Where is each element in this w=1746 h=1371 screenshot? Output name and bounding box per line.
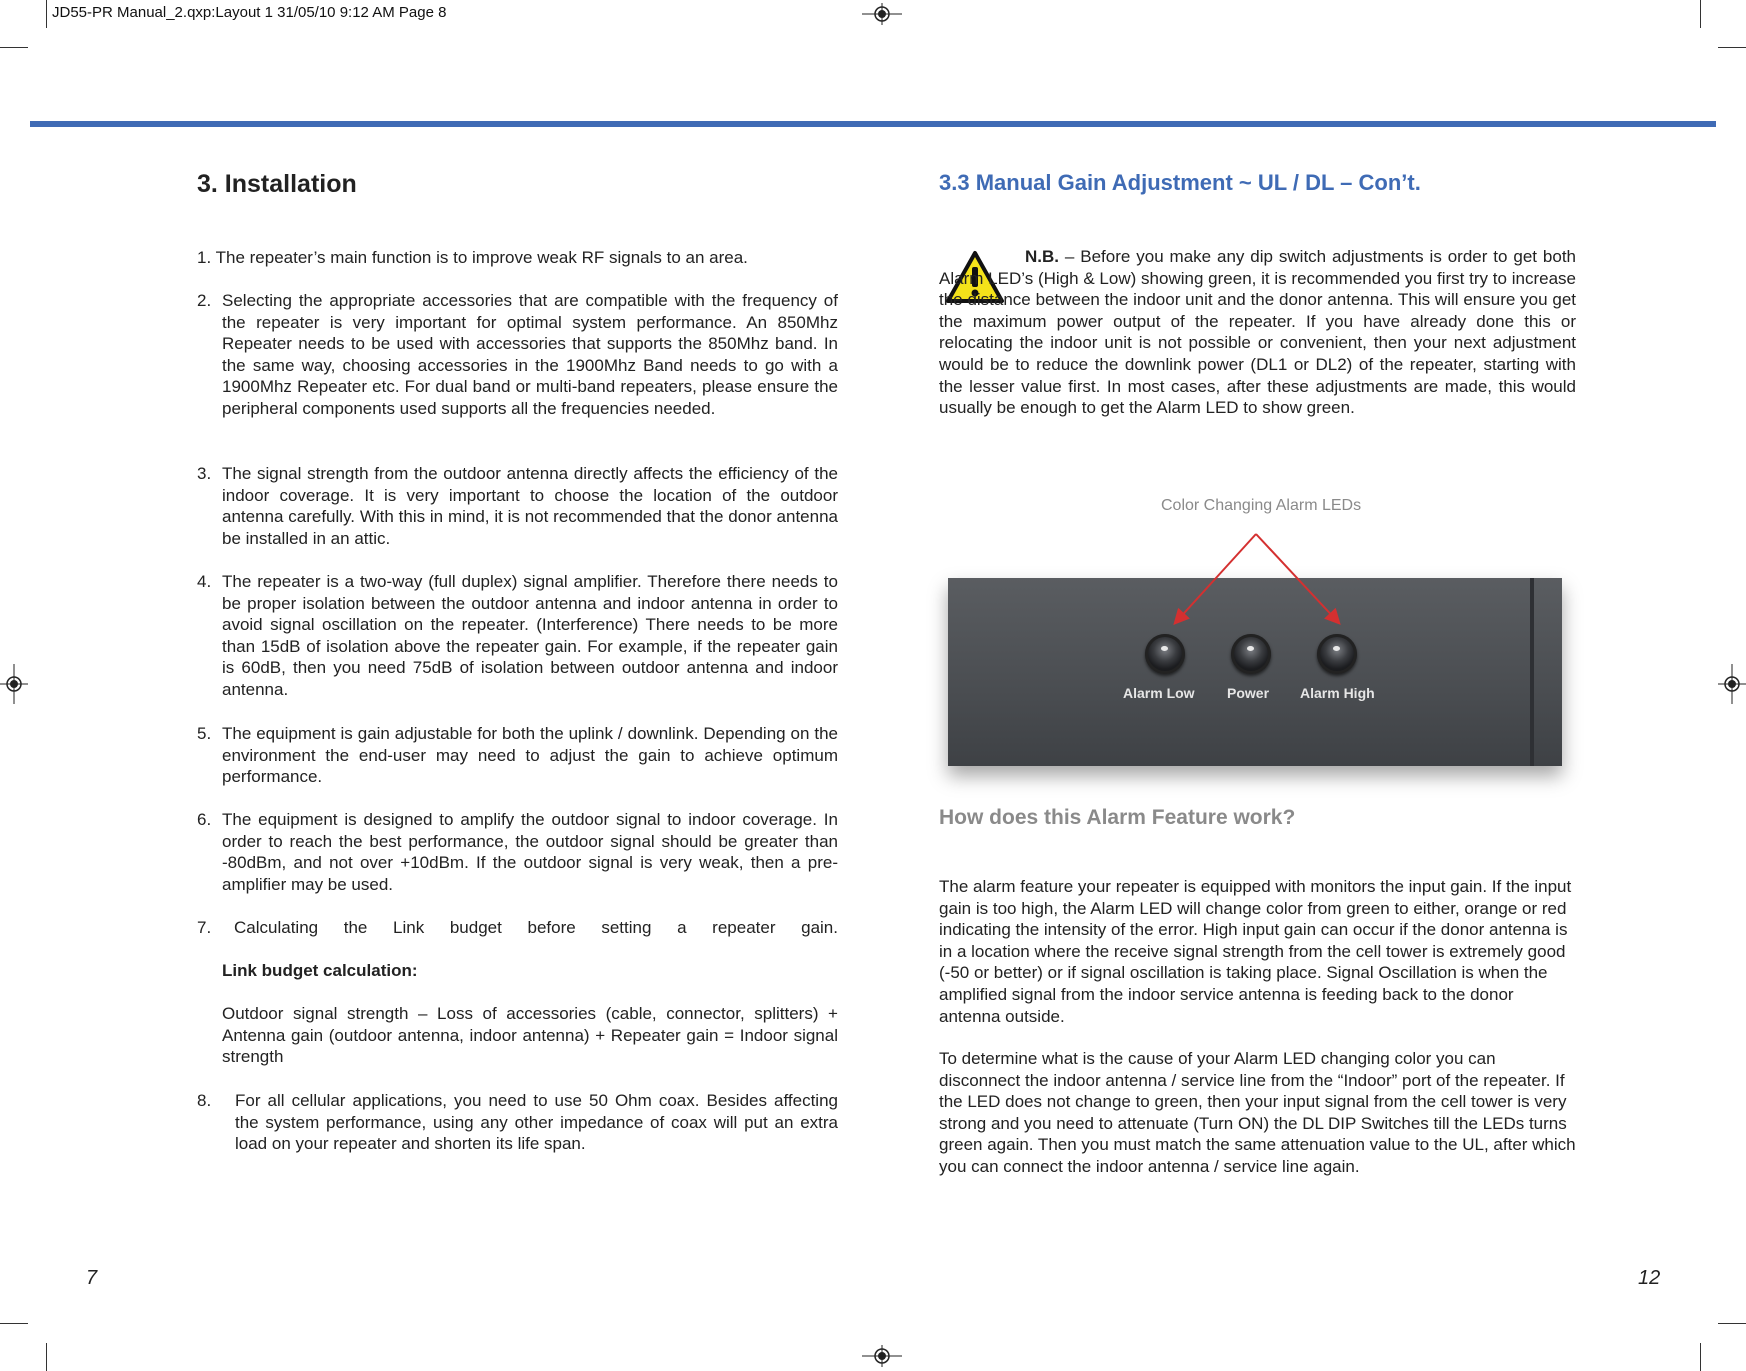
callout-arrows bbox=[1140, 530, 1360, 630]
led-label-power: Power bbox=[1227, 685, 1270, 701]
page-number-left: 7 bbox=[86, 1267, 98, 1289]
list-item bbox=[197, 1090, 838, 1155]
list-item-text: The equipment is gain adjustable for both the uplink / downlink. Depending on the environment the end-user may need to adjust the gain to achieve optimum performance. bbox=[222, 724, 838, 787]
registration-mark-icon bbox=[0, 664, 28, 704]
registration-mark-icon bbox=[1718, 664, 1746, 704]
list-item bbox=[197, 290, 838, 420]
nb-text: – Before you make any dip switch adjustments is order to get both Alarm LED’s (High & Low) showing green, it is recommended you first try to increase the distance between the indoor unit and the donor antenna. This will ensure you get the maximum power output of the repeater. If you have already done this or relocating the indoor unit is not possible or convenient, then your next adjustment would be to reduce the downlink power (DL1 or DL2) of the repeater, starting with the lesser value first. In most cases, after these adjustments are made, this would usually be enough to get the Alarm LED to show green. bbox=[939, 247, 1576, 418]
list-item bbox=[197, 571, 838, 701]
alarm-low-led bbox=[1145, 634, 1185, 674]
list-item-text: The signal strength from the outdoor antenna directly affects the efficiency of the indoor coverage. It is very important to choose the location of the outdoor antenna carefully. With this in mind, it is not recommended that the donor antenna be installed in an attic. bbox=[222, 464, 838, 548]
power-led bbox=[1231, 634, 1271, 674]
list-item-number: 3. bbox=[197, 464, 212, 483]
header-rule bbox=[30, 121, 1716, 127]
list-item bbox=[197, 463, 838, 549]
page-number-right: 12 bbox=[1638, 1267, 1661, 1289]
list-item-number: 6. bbox=[197, 810, 212, 829]
list-item-number: 1. bbox=[197, 248, 212, 267]
list-item-number: 5. bbox=[197, 724, 212, 743]
led-label-alarm-low: Alarm Low bbox=[1123, 685, 1195, 701]
alarm-high-led bbox=[1317, 634, 1357, 674]
alarm-subheading: How does this Alarm Feature work? bbox=[939, 806, 1296, 829]
section-heading-installation: 3. Installation bbox=[197, 170, 357, 198]
list-item bbox=[197, 809, 838, 895]
list-item-number: 2. bbox=[197, 291, 212, 310]
list-item-text: The equipment is designed to amplify the outdoor signal to indoor coverage. In order to reach the best performance, the outdoor signal should be greater than -80dBm, and not over +10dBm. If the outdoor signal is very weak, then a pre-amplifier may be used. bbox=[222, 810, 838, 894]
section-heading-manual-gain: 3.3 Manual Gain Adjustment ~ UL / DL – Con’t. bbox=[939, 170, 1421, 195]
led-label-alarm-high: Alarm High bbox=[1300, 685, 1375, 701]
panel-edge bbox=[1530, 578, 1534, 766]
list-item-number: 4. bbox=[197, 572, 212, 591]
list-item bbox=[197, 723, 838, 788]
list-item bbox=[197, 247, 838, 269]
list-item-text: Selecting the appropriate accessories that are compatible with the frequency of the repeater is very important for optimal system performance. An 850Mhz Repeater needs to be used with accessories that supports the 850Mhz band. In the same way, choosing accessories in the 1900Mhz Band needs to go with a 1900Mhz Repeater etc. For dual band or multi-band repeaters, please ensure the peripheral components used supports all the frequencies needed. bbox=[222, 291, 838, 418]
registration-mark-icon bbox=[862, 3, 902, 25]
crop-mark bbox=[1700, 0, 1701, 28]
link-budget-text: Outdoor signal strength – Loss of accessories (cable, connector, splitters) + Antenna gain (outdoor antenna, indoor antenna) + Repeater gain = Indoor signal strength bbox=[222, 1004, 838, 1067]
registration-mark-icon bbox=[862, 1345, 902, 1367]
list-item-number: 8. bbox=[197, 1091, 212, 1110]
list-item-text: Calculating the Link budget before setting a repeater gain. bbox=[234, 918, 838, 937]
crop-mark bbox=[1718, 47, 1746, 48]
crop-mark bbox=[0, 1323, 28, 1324]
crop-mark bbox=[0, 47, 28, 48]
list-item bbox=[197, 917, 838, 939]
alarm-paragraph-2: To determine what is the cause of your Alarm LED changing color you can disconnect the indoor antenna / service line from the “Indoor” port of the repeater. If the LED does not change to green, then your input signal from the cell tower is very strong and you need to attenuate (Turn ON) the DL DIP Switches till the LEDs turns green again. Then you must match the same attenuation value to the UL, after which you can connect the indoor antenna / service line again. bbox=[939, 1049, 1576, 1176]
list-item-text: The repeater’s main function is to improve weak RF signals to an area. bbox=[215, 248, 748, 267]
list-item-number: 7. bbox=[197, 918, 212, 937]
crop-mark bbox=[1700, 1343, 1701, 1371]
link-budget-title: Link budget calculation: bbox=[222, 961, 418, 980]
print-slug: JD55-PR Manual_2.qxp:Layout 1 31/05/10 9:12 AM Page 8 bbox=[52, 4, 447, 21]
nb-label: N.B. bbox=[1025, 247, 1059, 266]
figure-caption: Color Changing Alarm LEDs bbox=[1161, 497, 1362, 514]
crop-mark bbox=[46, 0, 47, 28]
list-item-text: The repeater is a two-way (full duplex) signal amplifier. Therefore there needs to be proper isolation between the outdoor antenna and indoor antenna in order to avoid signal oscillation on the repeater. (Interference) There needs to be more than 15dB of isolation above the repeater gain. For example, if the repeater gain is 60dB, then you need 75dB of isolation between outdoor antenna and indoor antenna. bbox=[222, 572, 838, 699]
alarm-paragraph-1: The alarm feature your repeater is equipped with monitors the input gain. If the input gain is too high, the Alarm LED will change color from green to either, orange or red indicating the intensity of the error. High input gain can occur if the donor antenna is in a location where the receive signal strength from the cell tower is extremely good (-50 or better) or if signal oscillation is taking place. Signal Oscillation is when the amplified signal from the indoor service antenna is feeding back to the donor antenna outside. bbox=[939, 877, 1572, 1026]
crop-mark bbox=[46, 1343, 47, 1371]
crop-mark bbox=[1718, 1323, 1746, 1324]
nb-paragraph bbox=[939, 246, 1576, 419]
list-item-text: For all cellular applications, you need to use 50 Ohm coax. Besides affecting the system performance, using any other impedance of coax will put an extra load on your repeater and shorten its life span. bbox=[235, 1091, 838, 1154]
